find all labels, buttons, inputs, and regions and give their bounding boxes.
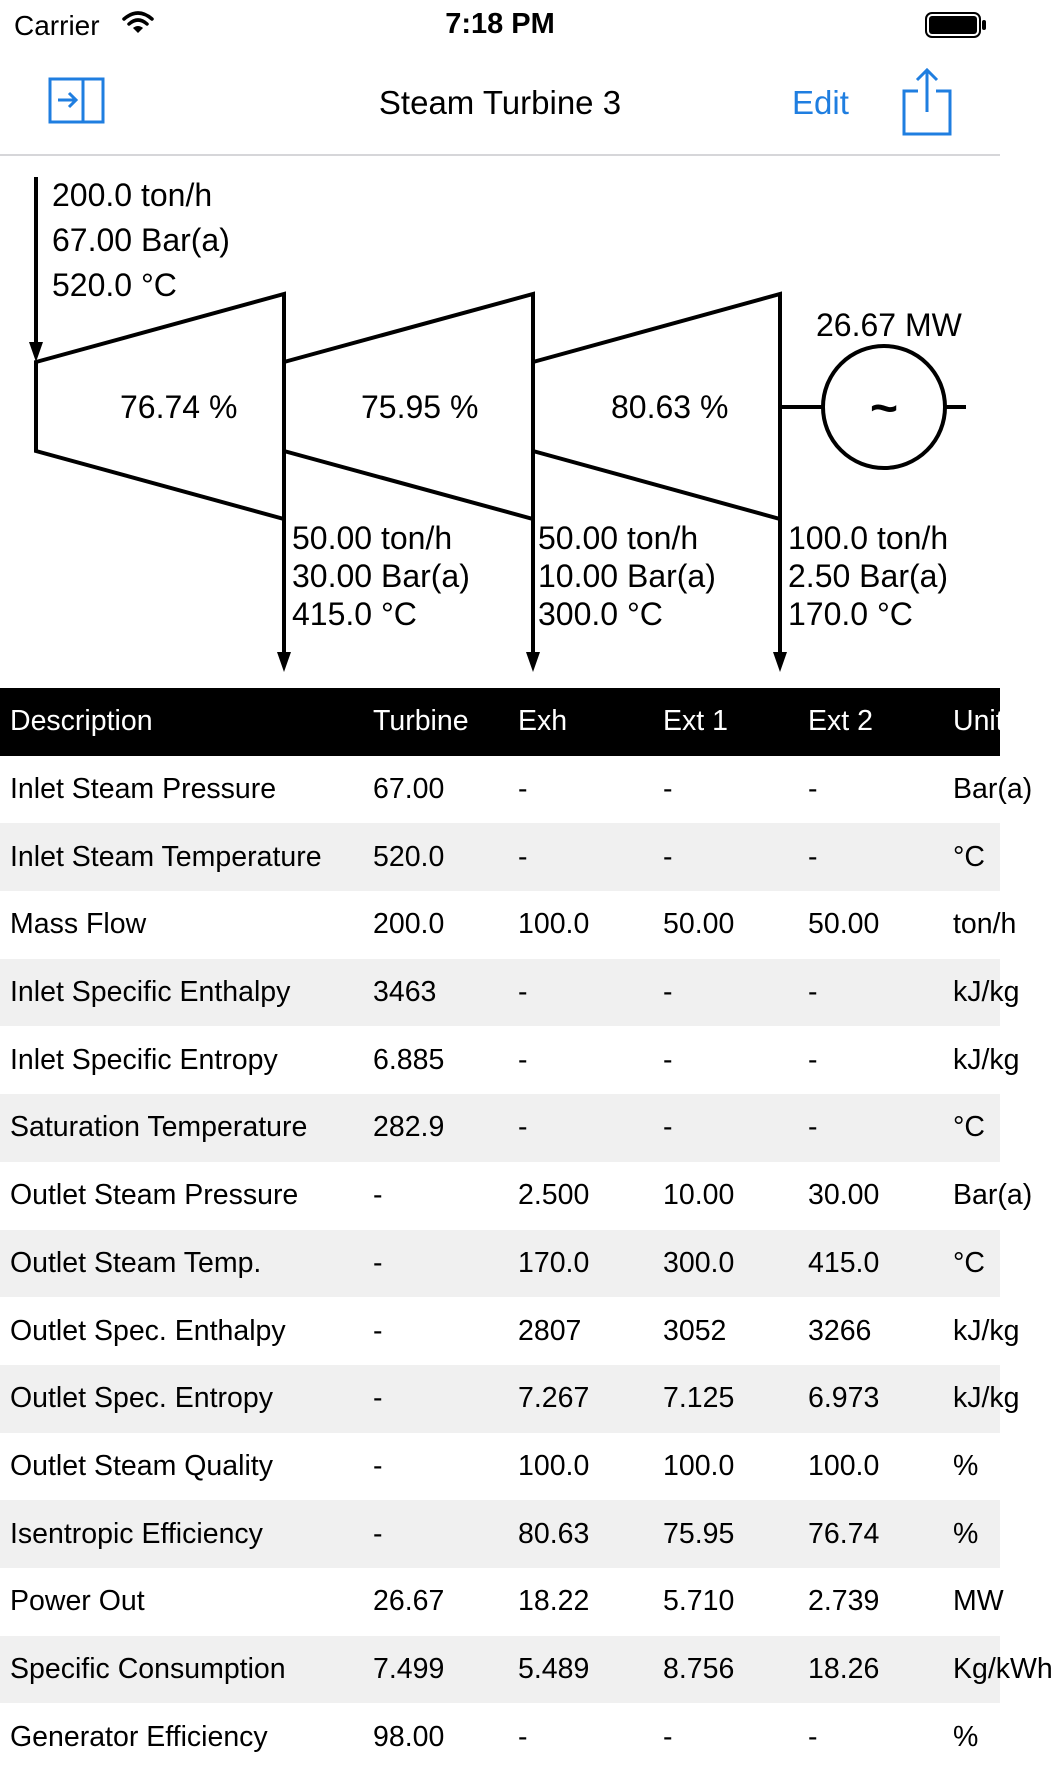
table-cell: - bbox=[373, 1246, 383, 1279]
table-row bbox=[0, 891, 1000, 959]
table-cell: 75.95 bbox=[663, 1517, 735, 1550]
table-row bbox=[0, 1433, 1000, 1501]
table-cell: 6.885 bbox=[373, 1043, 445, 1076]
table-cell: - bbox=[518, 1720, 528, 1753]
table-cell: - bbox=[663, 1111, 673, 1144]
table-row bbox=[0, 1636, 1000, 1704]
table-cell: 7.125 bbox=[663, 1382, 735, 1415]
table-row bbox=[0, 823, 1000, 891]
table-row bbox=[0, 1297, 1000, 1365]
table-cell: Outlet Steam Pressure bbox=[10, 1179, 299, 1212]
turbine-diagram bbox=[0, 156, 1000, 686]
table-cell: 170.0 bbox=[518, 1246, 590, 1279]
table-cell: 100.0 bbox=[808, 1449, 880, 1482]
table-cell: 18.26 bbox=[808, 1652, 880, 1685]
table-cell: kJ/kg bbox=[953, 1043, 1020, 1076]
table-cell: - bbox=[373, 1517, 383, 1550]
table-cell: Inlet Specific Entropy bbox=[10, 1043, 278, 1076]
table-cell: 282.9 bbox=[373, 1111, 445, 1144]
inlet-flow: 200.0 ton/h bbox=[52, 177, 213, 213]
outlet-2-flow: 50.00 ton/h bbox=[538, 520, 699, 556]
table-cell: 6.973 bbox=[808, 1382, 880, 1415]
table-cell: kJ/kg bbox=[953, 1382, 1020, 1415]
stage-3-efficiency: 80.63 % bbox=[611, 389, 729, 425]
column-header: Exh bbox=[518, 705, 568, 738]
table-cell: - bbox=[663, 976, 673, 1009]
table-cell: 5.489 bbox=[518, 1652, 590, 1685]
table-row bbox=[0, 1094, 1000, 1162]
column-header: Unit bbox=[953, 705, 1004, 738]
table-cell: 300.0 bbox=[663, 1246, 735, 1279]
table-cell: - bbox=[518, 773, 528, 806]
table-cell: Outlet Spec. Enthalpy bbox=[10, 1314, 286, 1347]
table-cell: 100.0 bbox=[518, 1449, 590, 1482]
clock: 7:18 PM bbox=[445, 8, 555, 40]
table-cell: - bbox=[663, 1720, 673, 1753]
outlet-3-arrow-head bbox=[773, 652, 787, 672]
stage-1-efficiency: 76.74 % bbox=[120, 389, 238, 425]
table-cell: °C bbox=[953, 1246, 985, 1279]
table-cell: ton/h bbox=[953, 908, 1017, 941]
table-cell: 30.00 bbox=[808, 1179, 880, 1212]
outlet-3-pressure: 2.50 Bar(a) bbox=[788, 558, 949, 594]
table-cell: 10.00 bbox=[663, 1179, 735, 1212]
table-cell: - bbox=[518, 1111, 528, 1144]
table-cell: 80.63 bbox=[518, 1517, 590, 1550]
table-row bbox=[0, 1568, 1000, 1636]
table-cell: Inlet Steam Pressure bbox=[10, 773, 277, 806]
table-row bbox=[0, 1703, 1000, 1771]
column-header: Ext 2 bbox=[808, 705, 873, 738]
table-row bbox=[0, 1026, 1000, 1094]
table-cell: 415.0 bbox=[808, 1246, 880, 1279]
table-cell: - bbox=[808, 1111, 818, 1144]
table-cell: °C bbox=[953, 840, 985, 873]
table-cell: - bbox=[808, 840, 818, 873]
outlet-2-pressure: 10.00 Bar(a) bbox=[538, 558, 716, 594]
table-cell: Generator Efficiency bbox=[10, 1720, 268, 1753]
table-header-row bbox=[0, 688, 1000, 756]
table-cell: 2807 bbox=[518, 1314, 582, 1347]
power-output: 26.67 MW bbox=[816, 307, 962, 343]
table-cell: Mass Flow bbox=[10, 908, 147, 941]
table-cell: Outlet Steam Temp. bbox=[10, 1246, 262, 1279]
status-bar bbox=[0, 0, 1000, 50]
table-cell: - bbox=[663, 773, 673, 806]
table-cell: Specific Consumption bbox=[10, 1652, 286, 1685]
table-cell: 8.756 bbox=[663, 1652, 735, 1685]
table-cell: Outlet Steam Quality bbox=[10, 1449, 273, 1482]
table-cell: 26.67 bbox=[373, 1585, 445, 1618]
table-cell: 50.00 bbox=[808, 908, 880, 941]
table-row bbox=[0, 1365, 1000, 1433]
table-cell: Bar(a) bbox=[953, 1179, 1033, 1212]
table-cell: 76.74 bbox=[808, 1517, 880, 1550]
table-cell: Kg/kWh bbox=[953, 1652, 1053, 1685]
inlet-temp: 520.0 °C bbox=[52, 267, 177, 303]
table-cell: - bbox=[663, 840, 673, 873]
outlet-1-pressure: 30.00 Bar(a) bbox=[292, 558, 470, 594]
table-cell: % bbox=[953, 1449, 979, 1482]
outlet-2-temp: 300.0 °C bbox=[538, 596, 663, 632]
table-cell: Inlet Specific Enthalpy bbox=[10, 976, 291, 1009]
table-cell: - bbox=[808, 976, 818, 1009]
table-cell: - bbox=[518, 1043, 528, 1076]
table-cell: 520.0 bbox=[373, 840, 445, 873]
table-cell: 50.00 bbox=[663, 908, 735, 941]
table-cell: Power Out bbox=[10, 1585, 145, 1618]
battery-icon bbox=[925, 12, 987, 43]
column-header: Turbine bbox=[373, 705, 469, 738]
page-title: Steam Turbine 3 bbox=[378, 84, 622, 121]
table-cell: 3052 bbox=[663, 1314, 727, 1347]
table-cell: 98.00 bbox=[373, 1720, 445, 1753]
table-cell: 2.739 bbox=[808, 1585, 880, 1618]
table-cell: kJ/kg bbox=[953, 1314, 1020, 1347]
table-cell: - bbox=[518, 840, 528, 873]
table-cell: 18.22 bbox=[518, 1585, 590, 1618]
table-cell: - bbox=[373, 1179, 383, 1212]
edit-button[interactable]: Edit bbox=[792, 84, 849, 121]
table-cell: % bbox=[953, 1720, 979, 1753]
table-cell: - bbox=[373, 1314, 383, 1347]
table-cell: 7.499 bbox=[373, 1652, 445, 1685]
outlet-3-temp: 170.0 °C bbox=[788, 596, 913, 632]
table-cell: 7.267 bbox=[518, 1382, 590, 1415]
table-cell: 3463 bbox=[373, 976, 437, 1009]
table-cell: Isentropic Efficiency bbox=[10, 1517, 263, 1550]
navigation-bar bbox=[0, 50, 1000, 156]
table-cell: 67.00 bbox=[373, 773, 445, 806]
column-header: Description bbox=[10, 705, 153, 738]
table-cell: Saturation Temperature bbox=[10, 1111, 308, 1144]
table-cell: Bar(a) bbox=[953, 773, 1033, 806]
table-cell: °C bbox=[953, 1111, 985, 1144]
carrier-label: Carrier bbox=[14, 10, 100, 41]
table-cell: 100.0 bbox=[663, 1449, 735, 1482]
table-cell: kJ/kg bbox=[953, 976, 1020, 1009]
table-cell: - bbox=[808, 1720, 818, 1753]
table-cell: Outlet Spec. Entropy bbox=[10, 1382, 273, 1415]
table-cell: 5.710 bbox=[663, 1585, 735, 1618]
share-button[interactable] bbox=[900, 66, 956, 138]
table-row bbox=[0, 1162, 1000, 1230]
table-cell: - bbox=[663, 1043, 673, 1076]
outlet-2-arrow-head bbox=[526, 652, 540, 672]
outlet-3-flow: 100.0 ton/h bbox=[788, 520, 949, 556]
table-row bbox=[0, 1500, 1000, 1568]
outlet-1-arrow-head bbox=[277, 652, 291, 672]
table-cell: - bbox=[373, 1382, 383, 1415]
generator-symbol: ~ bbox=[869, 382, 899, 435]
table-row bbox=[0, 1230, 1000, 1298]
table-cell: 3266 bbox=[808, 1314, 872, 1347]
table-row bbox=[0, 756, 1000, 824]
table-cell: 2.500 bbox=[518, 1179, 590, 1212]
table-cell: MW bbox=[953, 1585, 1004, 1618]
table-cell: - bbox=[808, 773, 818, 806]
column-header: Ext 1 bbox=[663, 705, 728, 738]
table-cell: 100.0 bbox=[518, 908, 590, 941]
table-row bbox=[0, 959, 1000, 1027]
results-table bbox=[0, 688, 1053, 1771]
table-cell: - bbox=[373, 1449, 383, 1482]
share-icon bbox=[900, 66, 956, 138]
table-cell: % bbox=[953, 1517, 979, 1550]
table-cell: - bbox=[808, 1043, 818, 1076]
stage-2-efficiency: 75.95 % bbox=[361, 389, 479, 425]
outlet-1-temp: 415.0 °C bbox=[292, 596, 417, 632]
inlet-pressure: 67.00 Bar(a) bbox=[52, 222, 230, 258]
table-cell: 200.0 bbox=[373, 908, 445, 941]
outlet-1-flow: 50.00 ton/h bbox=[292, 520, 453, 556]
table-cell: Inlet Steam Temperature bbox=[10, 840, 322, 873]
table-cell: - bbox=[518, 976, 528, 1009]
